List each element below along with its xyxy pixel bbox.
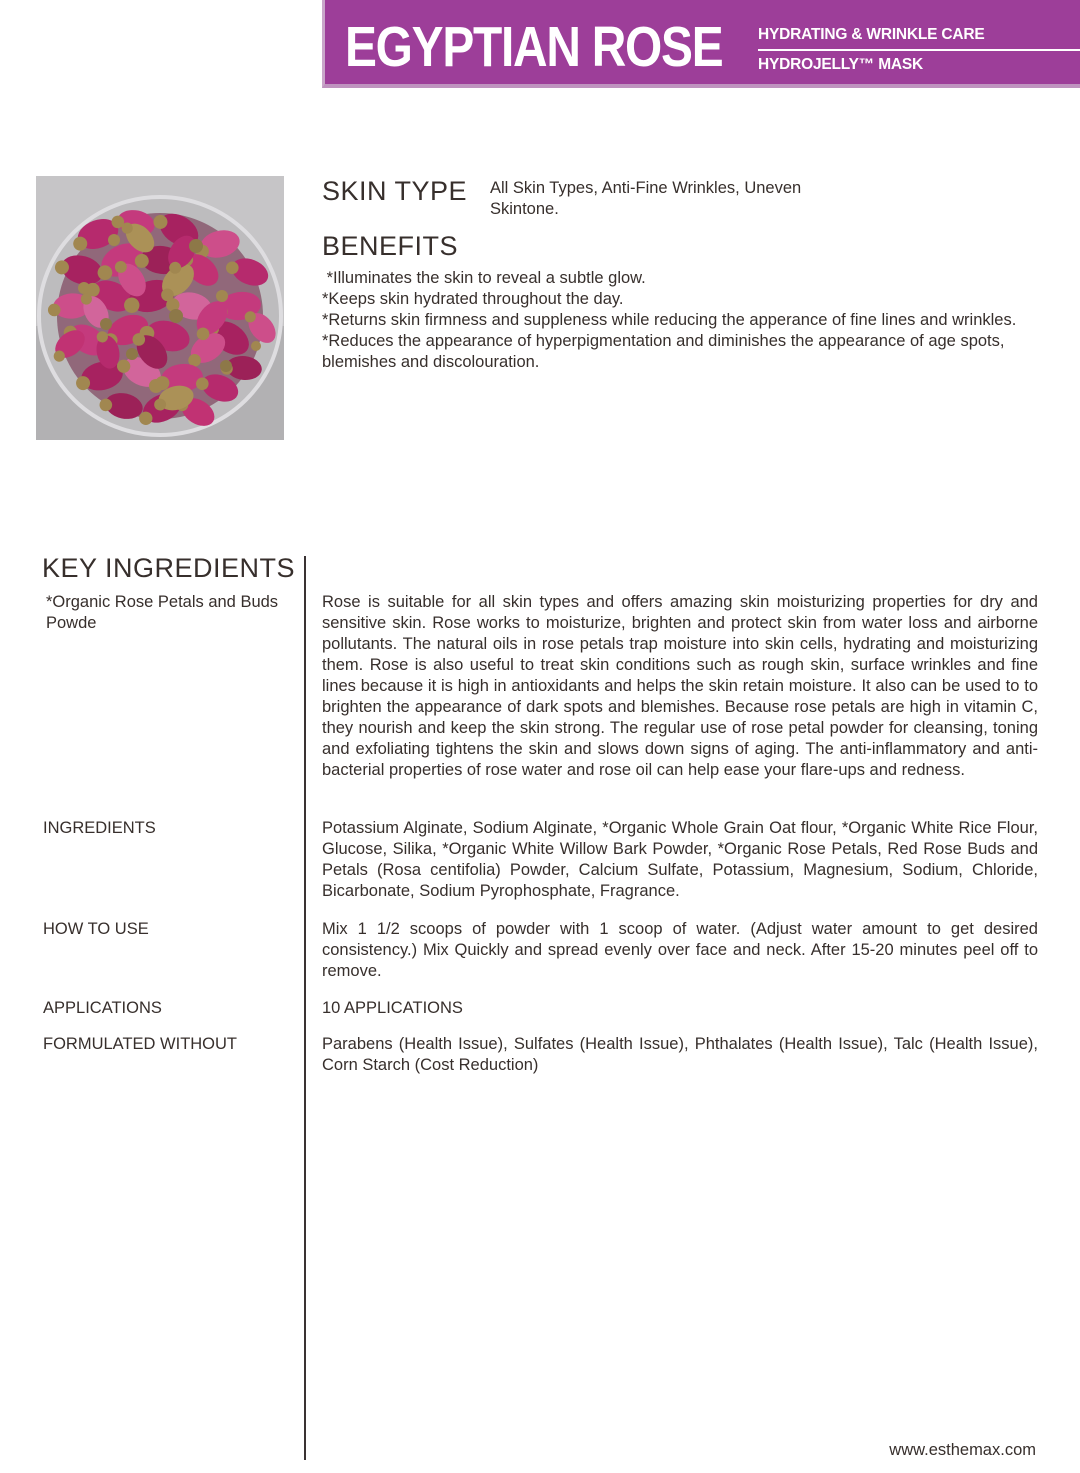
benefit-item: *Keeps skin hydrated throughout the day. bbox=[322, 290, 624, 308]
benefits-list bbox=[322, 268, 1038, 373]
benefits-heading: BENEFITS bbox=[322, 231, 459, 261]
header-banner bbox=[322, 0, 1080, 88]
ingredients-text: Potassium Alginate, Sodium Alginate, *Organic Whole Grain Oat flour, *Organic White Rice Flour, Glucose, Silika, *Organic White Willow Bark Powder, *Organic Rose Petals, Red Rose Buds and Petals (Rosa centifolia) Powder, Calcium Sulfate, Potassium, Magnesium, Sodium, Chloride, Bicarbonate, Sodium Pyrophosphate, Fragrance. bbox=[322, 819, 1038, 900]
skin-type-value: All Skin Types, Anti-Fine Wrinkles, Uneven Skintone. bbox=[490, 179, 802, 218]
benefit-item: *Returns skin firmness and suppleness while reducing the apperance of fine lines and wrinkles. bbox=[322, 311, 1017, 329]
ingredients-label: INGREDIENTS bbox=[43, 819, 156, 837]
tagline-care-line: HYDRATING & WRINKLE CARE bbox=[758, 26, 1080, 51]
benefit-item: *Reduces the appearance of hyperpigmentation and diminishes the appearance of age spots, blemishes and discolouration. bbox=[322, 332, 1010, 371]
how-to-use-label: HOW TO USE bbox=[43, 920, 149, 938]
key-ingredients-heading: KEY INGREDIENTS bbox=[42, 553, 296, 583]
how-to-use-text: Mix 1 1/2 scoops of powder with 1 scoop of water. (Adjust water amount to get desired consistency.) Mix Quickly and spread evenly over face and neck. After 15-20 minutes peel off to remove. bbox=[322, 920, 1038, 980]
product-title: EGYPTIAN ROSE bbox=[345, 15, 723, 79]
banner-tagline-block bbox=[758, 26, 1080, 74]
formulated-without-label: FORMULATED WITHOUT bbox=[43, 1035, 238, 1053]
rose-buds-photo bbox=[36, 176, 284, 440]
applications-label: APPLICATIONS bbox=[43, 999, 162, 1017]
key-ingredient-description: Rose is suitable for all skin types and offers amazing skin moisturizing properties for dry and sensitive skin. Rose works to moisturize, brighten and protect skin from water loss and airborne pollutants. The natural oils in rose petals trap moisture into skin cells, hydrating and moisturizing them. Rose is also useful to treat skin conditions such as rough skin, surface wrinkles and fine lines because it is high in antioxidants and helps the skin retain moisture. It also can be used to to brighten the appearance of dark spots and blemishes. Because rose petals are high in vitamin C, they nourish and keep the skin strong. The regular use of rose petal powder for cleansing, toning and exfoliating tightens the skin and slows down signs of aging. The anti-inflammatory and anti-bacterial properties of rose water and rose oil can help ease your flare-ups and redness. bbox=[322, 593, 1038, 779]
formulated-without-text: Parabens (Health Issue), Sulfates (Health Issue), Phthalates (Health Issue), Talc (Health Issue), Corn Starch (Cost Reduction) bbox=[322, 1035, 1038, 1074]
vertical-divider bbox=[304, 556, 306, 1460]
applications-text: 10 APPLICATIONS bbox=[322, 999, 463, 1017]
skin-type-heading: SKIN TYPE bbox=[322, 176, 468, 206]
tagline-mask-line: HYDROJELLY™ MASK bbox=[758, 56, 924, 73]
key-ingredient-item: *Organic Rose Petals and Buds Powde bbox=[46, 593, 279, 632]
website-url: www.esthemax.com bbox=[889, 1441, 1036, 1459]
benefit-item: *Illuminates the skin to reveal a subtle glow. bbox=[322, 269, 646, 287]
